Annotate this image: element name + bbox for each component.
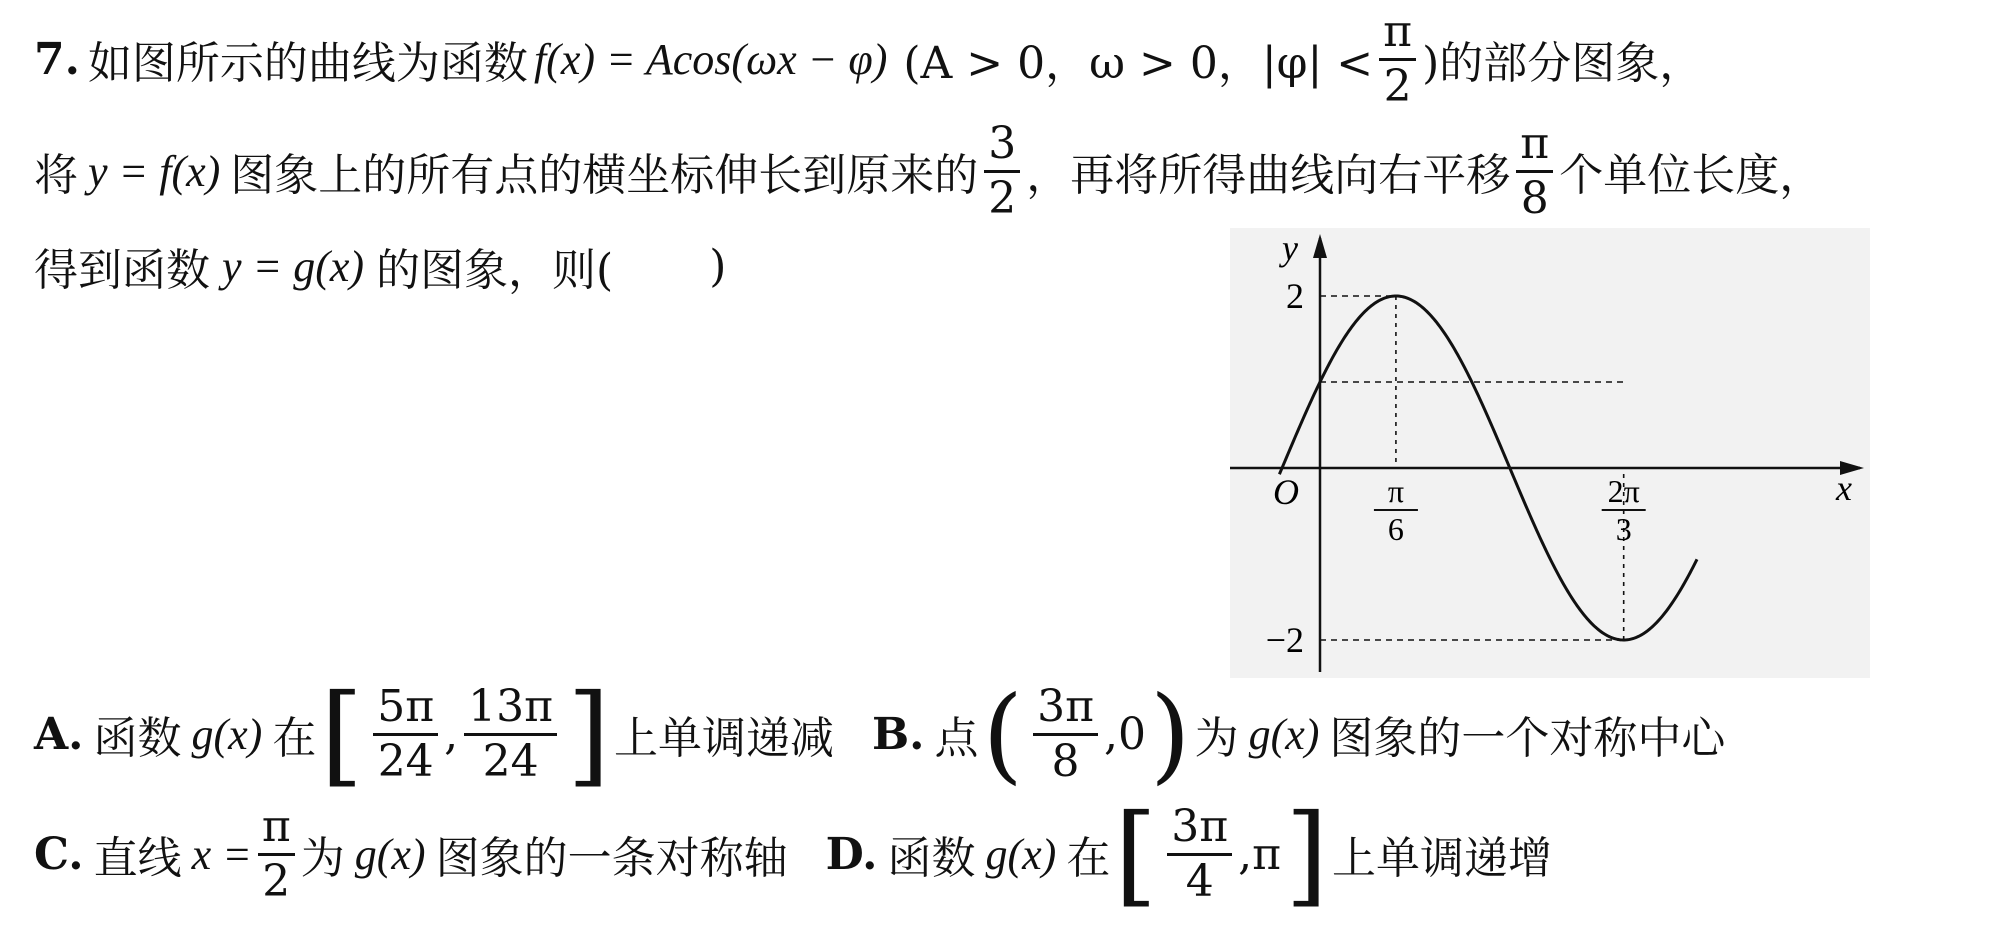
question-text-2c: ，再将所得曲线向右平移 xyxy=(1026,150,1511,201)
x-axis-label: x xyxy=(1836,468,1852,508)
question-text-3c: ) xyxy=(709,240,727,292)
option-b-label[interactable]: B. xyxy=(871,708,925,760)
option-c-x-equals: x = xyxy=(191,829,252,879)
question-text-3b: 的图象，则( xyxy=(376,245,614,296)
y-tick-label-0: 2 xyxy=(1286,276,1304,316)
fraction-3-over-2: $\frac{3}{2}$ xyxy=(984,122,1020,221)
option-b-text-1: 点 xyxy=(934,713,979,764)
option-b-function: g(x) xyxy=(1248,709,1320,759)
fraction-pi-over-2: $\frac{\pi}{2}$ xyxy=(1379,10,1416,109)
right-paren: ) xyxy=(1149,673,1191,795)
question-line-3 xyxy=(34,226,726,306)
fraction-pi-over-2-c: $\frac{\pi}{2}$ xyxy=(258,805,295,904)
option-a-text-1: 函数 xyxy=(93,713,182,764)
option-a-function: g(x) xyxy=(191,709,263,759)
y-tick-label-1: −2 xyxy=(1265,620,1304,660)
option-c-function: g(x) xyxy=(354,829,426,879)
left-bracket: [ xyxy=(320,670,364,798)
function-y-f: y = f(x) xyxy=(88,146,221,196)
option-d-text-2: 在 xyxy=(1066,833,1111,884)
interval-comma: , xyxy=(444,708,459,760)
option-d-text-3: 上单调递增 xyxy=(1332,833,1552,884)
parameter-conditions: (A > 0，ω > 0，|φ| < xyxy=(903,38,1374,89)
question-text-1b: )的部分图象， xyxy=(1422,38,1704,89)
x-tick-num-0: π xyxy=(1387,473,1405,509)
right-bracket: ] xyxy=(567,670,610,798)
interval-pi: ,π xyxy=(1238,828,1282,880)
options-line-ab xyxy=(34,672,1725,796)
options-line-cd xyxy=(34,792,1552,916)
function-graph xyxy=(1230,228,1870,678)
option-d-function: g(x) xyxy=(985,829,1057,879)
option-a-text-2: 在 xyxy=(272,713,317,764)
left-paren: ( xyxy=(982,673,1024,795)
right-bracket-d: ] xyxy=(1285,790,1328,918)
question-text-3a: 得到函数 xyxy=(34,245,210,296)
question-text-2b: 图象上的所有点的横坐标伸长到原来的 xyxy=(230,150,979,201)
left-bracket-d: [ xyxy=(1114,790,1158,918)
fraction-13pi-over-24: $\frac{13\pi}{24}$ xyxy=(464,685,557,784)
option-d-label[interactable]: D. xyxy=(825,828,878,880)
option-b-text-2: 为 xyxy=(1194,713,1239,764)
fraction-3pi-over-8: $\frac{3\pi}{8}$ xyxy=(1033,685,1098,784)
option-c-label[interactable]: C. xyxy=(34,828,84,880)
option-d-text-1: 函数 xyxy=(887,833,976,884)
question-line-1 xyxy=(34,0,1703,118)
fraction-pi-over-8: $\frac{\pi}{8}$ xyxy=(1516,122,1553,221)
option-b-text-3: 图象的一个对称中心 xyxy=(1329,713,1726,764)
origin-label: O xyxy=(1273,472,1299,512)
question-number: 7. xyxy=(34,33,80,85)
x-tick-den-0: 6 xyxy=(1387,511,1404,547)
option-c-text-1: 直线 xyxy=(93,833,182,884)
function-f-definition: f(x) = Acos(ωx − φ) xyxy=(533,34,888,84)
option-c-text-3: 图象的一条对称轴 xyxy=(435,833,788,884)
y-axis-arrow xyxy=(1313,234,1327,258)
option-a-text-3: 上单调递减 xyxy=(613,713,834,764)
fraction-5pi-over-24: $\frac{5\pi}{24}$ xyxy=(373,685,438,784)
function-y-g: y = g(x) xyxy=(222,241,365,291)
graph-svg xyxy=(1230,228,1870,678)
y-axis-label: y xyxy=(1282,228,1298,268)
question-text-2d: 个单位长度， xyxy=(1559,150,1824,201)
question-line-2 xyxy=(34,112,1823,230)
question-text-1a: 如图所示的曲线为函数 xyxy=(87,38,528,89)
question-text-2a: 将 xyxy=(34,150,78,201)
fraction-3pi-over-4: $\frac{3\pi}{4}$ xyxy=(1167,805,1232,904)
option-a-label[interactable]: A. xyxy=(34,708,84,760)
option-c-text-2: 为 xyxy=(300,833,345,884)
x-tick-num-1: 2π xyxy=(1607,473,1640,509)
x-tick-den-1: 3 xyxy=(1615,511,1632,547)
point-zero: ,0 xyxy=(1104,708,1146,760)
